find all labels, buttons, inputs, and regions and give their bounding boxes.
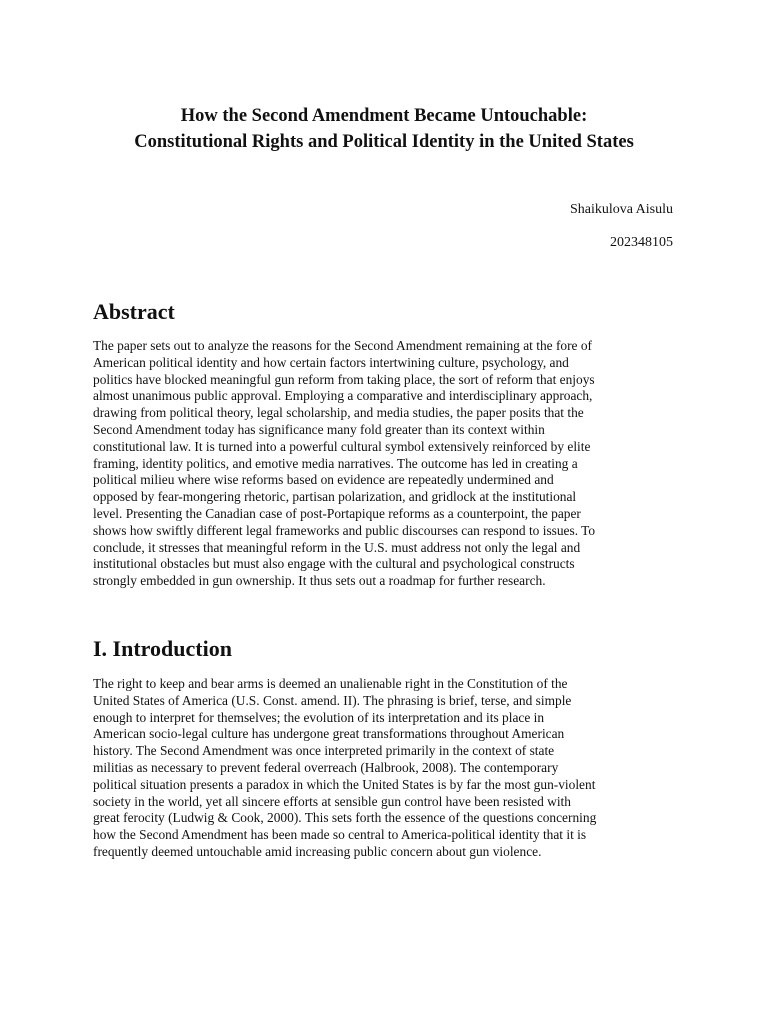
abstract-line: level. Presenting the Canadian case of post-Portapique reforms as a counterpoint, the paper [93,505,581,521]
abstract-line: shows how swiftly different legal frameworks and public discourses can respond to issues. To [93,522,596,538]
introduction-line: how the Second Amendment has been made so central to America-political identity that it is [93,827,587,843]
abstract-line: political milieu where wise reforms based on evidence are repeatedly undermined and [93,472,554,488]
introduction-line: history. The Second Amendment was once interpreted primarily in the context of state [93,743,555,759]
introduction-line: American socio-legal culture has undergone great transformations throughout American [93,726,565,742]
introduction-line: militias as necessary to prevent federal overreach (Halbrook, 2008). The contemporary [93,759,559,775]
abstract-line: Second Amendment today has significance many fold greater than its context within [93,421,545,437]
abstract-line: opposed by fear-mongering rhetoric, partisan polarization, and gridlock at the institutional [93,489,577,505]
introduction-line: United States of America (U.S. Const. amend. II). The phrasing is brief, terse, and simple [93,692,572,708]
abstract-line: conclude, it stresses that meaningful reform in the U.S. must address not only the legal and [93,539,581,555]
author-name: Shaikulova Aisulu [569,202,673,217]
paper-title-line-1: How the Second Amendment Became Untouchable: [180,106,588,126]
paper-title-line-2: Constitutional Rights and Political Identity in the United States [134,132,634,152]
introduction-line: frequently deemed untouchable amid increasing public concern about gun violence. [93,843,542,859]
abstract-line: constitutional law. It is turned into a powerful cultural symbol extensively reinforced by elite [93,438,591,454]
abstract-line: strongly embedded in gun ownership. It thus sets out a roadmap for further research. [93,573,546,589]
abstract-line: drawing from political theory, legal scholarship, and media studies, the paper posits that the [93,405,584,421]
introduction-paragraph [93,676,677,861]
abstract-paragraph [93,338,677,590]
introduction-line: society in the world, yet all sincere efforts at sensible gun control have been resisted with [93,793,571,809]
introduction-line: political situation presents a paradox in which the United States is by far the most gun-violent [93,776,596,792]
abstract-line: American political identity and how certain factors intertwining culture, psychology, and [93,354,569,370]
student-id: 202348105 [610,235,673,250]
paper-title [60,103,708,155]
introduction-line: enough to interpret for themselves; the evolution of its interpretation and its place in [93,709,545,725]
abstract-line: institutional obstacles but must also engage with the cultural and psychological constructs [93,556,575,572]
abstract-line: almost unanimous public approval. Employing a comparative and interdisciplinary approach, [93,388,593,404]
abstract-line: framing, identity politics, and emotive media narratives. The outcome has led in creating a [93,455,578,471]
abstract-line: politics have blocked meaningful gun reform from taking place, the sort of reform that enjoys [93,371,595,387]
introduction-line: great ferocity (Ludwig & Cook, 2000). This sets forth the essence of the questions concerning [93,810,597,826]
introduction-line: The right to keep and bear arms is deemed an unalienable right in the Constitution of the [93,676,568,691]
introduction-heading: I. Introduction [93,636,232,661]
abstract-heading: Abstract [93,299,175,324]
abstract-line: The paper sets out to analyze the reasons for the Second Amendment remaining at the fore of [93,338,593,353]
